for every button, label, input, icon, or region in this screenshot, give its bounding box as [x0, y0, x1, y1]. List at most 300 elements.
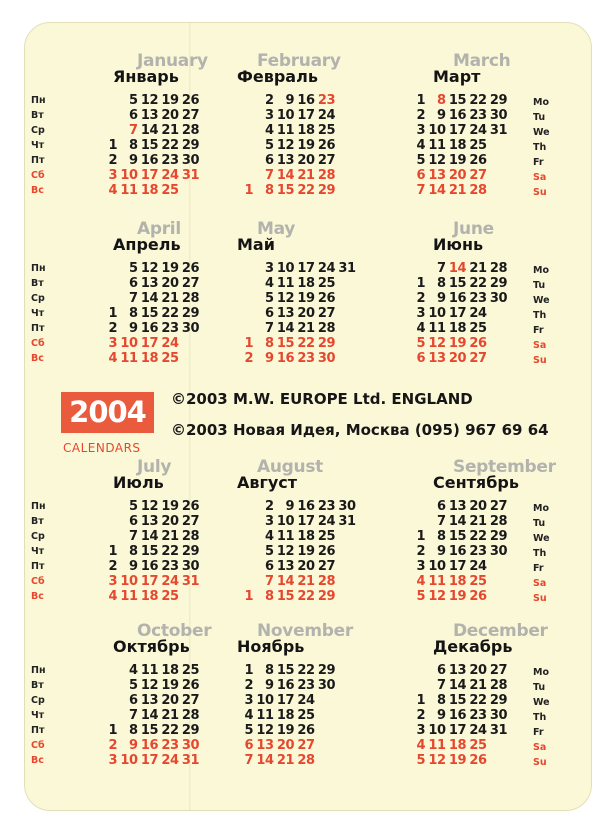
day-cell: 12	[140, 678, 158, 693]
day-cell: 3	[264, 108, 274, 123]
month-name-en: May	[257, 219, 296, 239]
month-name-ru: Февраль	[237, 67, 318, 86]
day-cell: 18	[448, 321, 466, 336]
day-cell: 22	[297, 589, 315, 604]
day-cell: 26	[469, 153, 487, 168]
day-cell: 23	[297, 678, 315, 693]
day-cell: 17	[140, 168, 158, 183]
day-cell: 17	[448, 723, 466, 738]
day-cell: 27	[181, 276, 199, 291]
day-cell: 24	[469, 723, 487, 738]
day-cell: 20	[276, 738, 294, 753]
day-cell: 18	[448, 138, 466, 153]
month-name-ru: Декабрь	[433, 637, 513, 656]
day-cell: 15	[276, 183, 294, 198]
day-cell: 16	[140, 738, 158, 753]
month-name-ru: Сентябрь	[433, 473, 519, 492]
day-cell: 18	[448, 574, 466, 589]
day-cell: 21	[161, 529, 179, 544]
day-cell: 21	[469, 261, 487, 276]
day-cell: 6	[436, 663, 446, 678]
dow-label-en: Fr	[533, 325, 544, 336]
day-cell: 20	[448, 168, 466, 183]
day-cell: 24	[161, 574, 179, 589]
day-cell: 2	[264, 93, 274, 108]
day-cell: 2	[244, 678, 253, 693]
day-cell: 27	[489, 499, 507, 514]
day-cell: 1	[108, 138, 117, 153]
day-cell: 29	[181, 723, 199, 738]
dow-label-en: We	[533, 127, 550, 138]
day-cell: 5	[416, 753, 425, 768]
day-cell: 10	[428, 723, 446, 738]
day-cell: 6	[264, 153, 274, 168]
day-cell: 5	[128, 499, 138, 514]
day-cell: 3	[416, 306, 425, 321]
day-cell: 16	[448, 544, 466, 559]
day-cell: 11	[428, 574, 446, 589]
day-cell: 7	[436, 678, 446, 693]
day-cell: 4	[416, 738, 425, 753]
day-cell: 15	[140, 544, 158, 559]
day-cell: 11	[120, 183, 138, 198]
dow-label-ru: Ср	[31, 695, 45, 706]
day-cell: 23	[297, 351, 315, 366]
day-cell: 9	[128, 738, 138, 753]
day-cell: 29	[181, 138, 199, 153]
day-cell: 24	[161, 753, 179, 768]
day-cell: 10	[428, 306, 446, 321]
day-cell: 22	[161, 723, 179, 738]
day-cell: 9	[436, 544, 446, 559]
dow-label-ru: Пн	[31, 263, 46, 274]
day-cell: 21	[469, 514, 487, 529]
day-cell: 22	[161, 306, 179, 321]
day-cell: 25	[469, 574, 487, 589]
dow-label-en: Tu	[533, 112, 546, 123]
day-cell: 2	[108, 738, 117, 753]
day-cell: 17	[448, 123, 466, 138]
day-cell: 26	[181, 678, 199, 693]
day-cell: 15	[140, 138, 158, 153]
day-cell: 27	[181, 108, 199, 123]
day-cell: 11	[276, 276, 294, 291]
day-cell: 16	[448, 291, 466, 306]
day-cell: 10	[428, 123, 446, 138]
month-name-ru: Август	[237, 473, 298, 492]
day-cell: 27	[469, 351, 487, 366]
day-cell: 17	[297, 261, 315, 276]
day-cell: 8	[128, 544, 138, 559]
day-cell: 8	[128, 138, 138, 153]
dow-label-ru: Пт	[31, 155, 45, 166]
day-cell: 5	[128, 93, 138, 108]
day-cell: 14	[256, 753, 274, 768]
month-name-en: April	[137, 219, 181, 239]
day-cell: 13	[276, 559, 294, 574]
day-cell: 10	[276, 514, 294, 529]
day-cell: 22	[161, 138, 179, 153]
day-cell: 19	[448, 153, 466, 168]
day-cell: 17	[448, 559, 466, 574]
day-cell: 3	[416, 723, 425, 738]
day-cell: 30	[181, 321, 199, 336]
day-cell: 23	[469, 544, 487, 559]
day-cell: 13	[276, 306, 294, 321]
day-cell: 9	[264, 678, 274, 693]
day-cell: 9	[128, 321, 138, 336]
month-name-ru: Март	[433, 67, 481, 86]
day-cell: 27	[181, 514, 199, 529]
day-cell: 28	[489, 678, 507, 693]
day-cell: 8	[264, 183, 274, 198]
day-cell: 11	[120, 351, 138, 366]
day-cell: 2	[416, 108, 425, 123]
day-cell: 11	[276, 529, 294, 544]
day-cell: 7	[128, 123, 138, 138]
day-cell: 6	[128, 276, 138, 291]
day-cell: 20	[161, 693, 179, 708]
day-cell: 15	[140, 723, 158, 738]
day-cell: 17	[140, 753, 158, 768]
day-cell: 24	[317, 514, 335, 529]
dow-label-ru: Пн	[31, 95, 46, 106]
day-cell: 27	[489, 663, 507, 678]
day-cell: 5	[128, 678, 138, 693]
day-cell: 3	[264, 514, 274, 529]
day-cell: 16	[140, 321, 158, 336]
day-cell: 4	[108, 183, 117, 198]
dow-label-ru: Вт	[31, 680, 44, 691]
dow-label-ru: Вт	[31, 110, 44, 121]
day-cell: 1	[244, 183, 253, 198]
day-cell: 12	[140, 93, 158, 108]
month-name-en: August	[257, 457, 323, 477]
day-cell: 26	[317, 291, 335, 306]
dow-label-ru: Чт	[31, 546, 45, 557]
day-cell: 7	[416, 183, 425, 198]
day-cell: 30	[489, 708, 507, 723]
day-cell: 2	[108, 321, 117, 336]
day-cell: 16	[448, 708, 466, 723]
day-cell: 8	[436, 529, 446, 544]
dow-label-ru: Ср	[31, 531, 45, 542]
day-cell: 7	[264, 321, 274, 336]
dow-label-ru: Пн	[31, 665, 46, 676]
day-cell: 21	[297, 168, 315, 183]
day-cell: 5	[416, 153, 425, 168]
day-cell: 20	[297, 306, 315, 321]
day-cell: 20	[161, 514, 179, 529]
day-cell: 6	[244, 738, 253, 753]
month-name-ru: Ноябрь	[237, 637, 305, 656]
day-cell: 30	[317, 678, 335, 693]
day-cell: 5	[264, 138, 274, 153]
day-cell: 29	[181, 306, 199, 321]
day-cell: 18	[140, 351, 158, 366]
month-name-en: November	[257, 621, 353, 641]
month-name-en: March	[453, 51, 511, 71]
day-cell: 25	[181, 663, 199, 678]
day-cell: 4	[244, 708, 253, 723]
day-cell: 15	[140, 306, 158, 321]
day-cell: 13	[140, 276, 158, 291]
day-cell: 7	[128, 708, 138, 723]
day-cell: 10	[276, 108, 294, 123]
day-cell: 25	[161, 183, 179, 198]
day-cell: 11	[120, 589, 138, 604]
day-cell: 2	[264, 499, 274, 514]
dow-label-ru: Сб	[31, 576, 45, 587]
day-cell: 1	[416, 693, 425, 708]
day-cell: 31	[489, 123, 507, 138]
day-cell: 25	[469, 138, 487, 153]
day-cell: 13	[448, 663, 466, 678]
day-cell: 17	[140, 336, 158, 351]
dow-label-en: Th	[533, 310, 547, 321]
day-cell: 12	[428, 153, 446, 168]
dow-label-ru: Пн	[31, 501, 46, 512]
day-cell: 3	[416, 559, 425, 574]
day-cell: 13	[428, 168, 446, 183]
day-cell: 24	[469, 559, 487, 574]
day-cell: 10	[120, 574, 138, 589]
day-cell: 29	[317, 336, 335, 351]
day-cell: 26	[181, 93, 199, 108]
day-cell: 15	[448, 529, 466, 544]
day-cell: 22	[297, 183, 315, 198]
month-name-ru: Июнь	[433, 235, 484, 254]
day-cell: 1	[416, 529, 425, 544]
day-cell: 20	[161, 108, 179, 123]
month-name-en: December	[453, 621, 548, 641]
month-name-en: January	[137, 51, 208, 71]
day-cell: 23	[161, 559, 179, 574]
day-cell: 5	[416, 336, 425, 351]
day-cell: 2	[416, 708, 425, 723]
day-cell: 31	[338, 514, 356, 529]
dow-label-ru: Вт	[31, 516, 44, 527]
day-cell: 8	[436, 93, 446, 108]
dow-label-ru: Пт	[31, 323, 45, 334]
day-cell: 13	[256, 738, 274, 753]
month-name-ru: Январь	[113, 67, 179, 86]
day-cell: 18	[276, 708, 294, 723]
day-cell: 6	[436, 499, 446, 514]
dow-label-en: Mo	[533, 503, 549, 514]
day-cell: 16	[448, 108, 466, 123]
day-cell: 23	[469, 708, 487, 723]
day-cell: 18	[297, 529, 315, 544]
day-cell: 7	[436, 261, 446, 276]
day-cell: 3	[108, 168, 117, 183]
dow-label-en: Tu	[533, 518, 546, 529]
day-cell: 8	[128, 306, 138, 321]
day-cell: 26	[469, 753, 487, 768]
day-cell: 30	[489, 291, 507, 306]
dow-label-en: Fr	[533, 727, 544, 738]
day-cell: 25	[317, 123, 335, 138]
day-cell: 20	[469, 499, 487, 514]
day-cell: 13	[140, 693, 158, 708]
day-cell: 21	[276, 753, 294, 768]
dow-label-ru: Чт	[31, 710, 45, 721]
dow-label-en: Tu	[533, 280, 546, 291]
day-cell: 25	[161, 589, 179, 604]
day-cell: 18	[297, 276, 315, 291]
dow-label-en: Sa	[533, 742, 547, 753]
day-cell: 23	[317, 499, 335, 514]
dow-label-ru: Ср	[31, 125, 45, 136]
day-cell: 8	[436, 276, 446, 291]
day-cell: 16	[140, 153, 158, 168]
day-cell: 18	[448, 738, 466, 753]
day-cell: 13	[448, 499, 466, 514]
day-cell: 26	[469, 589, 487, 604]
day-cell: 1	[244, 336, 253, 351]
day-cell: 27	[181, 693, 199, 708]
day-cell: 7	[128, 529, 138, 544]
day-cell: 28	[181, 123, 199, 138]
day-cell: 24	[317, 108, 335, 123]
day-cell: 19	[297, 291, 315, 306]
day-cell: 12	[276, 291, 294, 306]
day-cell: 31	[181, 574, 199, 589]
day-cell: 19	[448, 336, 466, 351]
day-cell: 30	[181, 153, 199, 168]
month-name-en: July	[137, 457, 172, 477]
day-cell: 4	[416, 138, 425, 153]
day-cell: 12	[276, 544, 294, 559]
day-cell: 11	[256, 708, 274, 723]
day-cell: 3	[416, 123, 425, 138]
day-cell: 21	[161, 291, 179, 306]
dow-label-en: We	[533, 295, 550, 306]
day-cell: 28	[181, 291, 199, 306]
day-cell: 31	[489, 723, 507, 738]
dow-label-en: Mo	[533, 265, 549, 276]
day-cell: 26	[317, 138, 335, 153]
day-cell: 1	[416, 276, 425, 291]
day-cell: 14	[140, 529, 158, 544]
dow-label-ru: Пт	[31, 725, 45, 736]
day-cell: 12	[276, 138, 294, 153]
day-cell: 23	[161, 153, 179, 168]
day-cell: 14	[448, 514, 466, 529]
day-cell: 29	[489, 693, 507, 708]
day-cell: 19	[297, 544, 315, 559]
day-cell: 22	[161, 544, 179, 559]
day-cell: 10	[120, 168, 138, 183]
day-cell: 8	[436, 693, 446, 708]
day-cell: 10	[120, 753, 138, 768]
day-cell: 18	[140, 183, 158, 198]
day-cell: 13	[140, 108, 158, 123]
day-cell: 10	[120, 336, 138, 351]
day-cell: 17	[276, 693, 294, 708]
day-cell: 17	[297, 108, 315, 123]
day-cell: 5	[264, 544, 274, 559]
dow-label-en: Fr	[533, 157, 544, 168]
day-cell: 29	[489, 93, 507, 108]
dow-label-en: Th	[533, 548, 547, 559]
day-cell: 4	[264, 123, 274, 138]
day-cell: 17	[448, 306, 466, 321]
dow-label-ru: Чт	[31, 140, 45, 151]
day-cell: 31	[181, 753, 199, 768]
day-cell: 25	[469, 738, 487, 753]
day-cell: 6	[264, 559, 274, 574]
day-cell: 24	[469, 123, 487, 138]
day-cell: 23	[469, 291, 487, 306]
day-cell: 27	[297, 738, 315, 753]
day-cell: 7	[264, 574, 274, 589]
day-cell: 21	[297, 321, 315, 336]
month-name-ru: Апрель	[113, 235, 181, 254]
dow-label-ru: Сб	[31, 170, 45, 181]
day-cell: 10	[256, 693, 274, 708]
day-cell: 23	[469, 108, 487, 123]
day-cell: 3	[264, 261, 274, 276]
dow-label-en: We	[533, 697, 550, 708]
dow-label-ru: Сб	[31, 338, 45, 349]
day-cell: 28	[469, 183, 487, 198]
day-cell: 11	[428, 321, 446, 336]
day-cell: 4	[416, 321, 425, 336]
day-cell: 5	[244, 723, 253, 738]
dow-label-en: Fr	[533, 563, 544, 574]
day-cell: 27	[317, 559, 335, 574]
day-cell: 11	[276, 123, 294, 138]
day-cell: 29	[489, 276, 507, 291]
day-cell: 6	[128, 108, 138, 123]
month-name-en: February	[257, 51, 341, 71]
day-cell: 26	[181, 499, 199, 514]
dow-label-en: Tu	[533, 682, 546, 693]
day-cell: 28	[181, 708, 199, 723]
day-cell: 30	[181, 559, 199, 574]
dow-label-en: Th	[533, 712, 547, 723]
day-cell: 22	[469, 529, 487, 544]
day-cell: 24	[297, 693, 315, 708]
day-cell: 10	[428, 559, 446, 574]
year-logo: 2004	[61, 392, 154, 433]
day-cell: 25	[161, 351, 179, 366]
day-cell: 17	[140, 574, 158, 589]
day-cell: 14	[276, 574, 294, 589]
day-cell: 6	[416, 168, 425, 183]
day-cell: 14	[276, 321, 294, 336]
day-cell: 31	[181, 168, 199, 183]
dow-label-en: Sa	[533, 340, 547, 351]
month-name-en: September	[453, 457, 556, 477]
day-cell: 30	[489, 108, 507, 123]
day-cell: 13	[140, 514, 158, 529]
dow-label-ru: Вс	[31, 755, 44, 766]
day-cell: 12	[428, 589, 446, 604]
day-cell: 24	[469, 306, 487, 321]
day-cell: 23	[161, 321, 179, 336]
day-cell: 26	[469, 336, 487, 351]
day-cell: 19	[448, 589, 466, 604]
day-cell: 22	[297, 663, 315, 678]
day-cell: 14	[448, 678, 466, 693]
dow-label-ru: Ср	[31, 293, 45, 304]
day-cell: 26	[181, 261, 199, 276]
month-name-en: June	[453, 219, 494, 239]
day-cell: 21	[297, 574, 315, 589]
day-cell: 1	[108, 544, 117, 559]
